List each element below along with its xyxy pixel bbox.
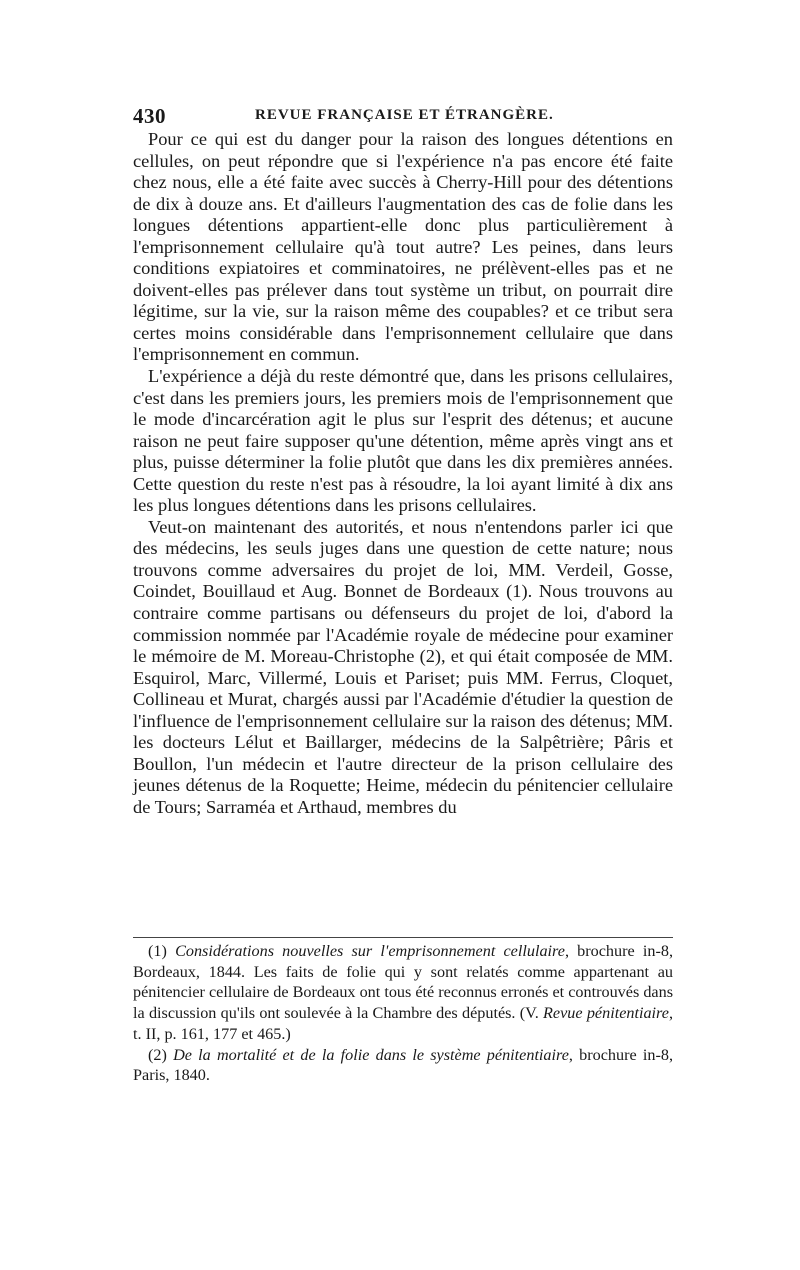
paragraph: Veut-on maintenant des autorités, et nous n'entendons parler ici que des médecins, les seuls juges dans une question de cette nature; nous trouvons comme adversaires du projet de loi, MM. Verdeil, Gosse, Coindet, Bouillaud et Aug. Bonnet de Bordeaux (1). Nous trouvons au contraire comme partisans ou défenseurs du projet de loi, d'abord la commission nommée par l'Académie royale de médecine pour examiner le mémoire de M. Moreau-Christophe (2), et qui était composée de MM. Esquirol, Marc, Villermé, Louis et Pariset; puis MM. Ferrus, Cloquet, Collineau et Murat, chargés aussi par l'Académie d'étudier la question de l'influence de l'emprisonnement cellulaire sur la raison des détenus; MM. les docteurs Lélut et Baillarger, médecins de la Salpêtrière; Pâris et Boullon, l'un médecin et l'autre directeur de la prison cellulaire des jeunes détenus de la Roquette; Heime, médecin du pénitencier cellulaire de Tours; Sarraméa et Arthaud, membres du — [133, 516, 673, 817]
page-header — [133, 104, 673, 130]
footnote-marker: (1) — [148, 942, 167, 960]
footnote-title: Considérations nouvelles sur l'emprisonnement cellulaire — [175, 942, 565, 960]
running-title: REVUE FRANÇAISE ET ÉTRANGÈRE. — [255, 107, 554, 123]
footnote-2 — [133, 1045, 673, 1086]
paragraph: Pour ce qui est du danger pour la raison des longues détentions en cellules, on peut répondre que si l'expérience n'a pas encore été faite chez nous, elle a été faite avec succès à Cherry-Hill pour des détentions de dix à douze ans. Et d'ailleurs l'augmentation des cas de folie dans les longues détentions appartient-elle donc plus particulièrement à l'emprisonnement cellulaire qu'à tout autre? Les peines, dans leurs conditions expiatoires et comminatoires, ne prélèvent-elles pas et ne doivent-elles pas prélever dans tout système un tribut, on pourrait dire légitime, sur la vie, sur la raison même des coupables? et ce tribut sera certes moins considérable dans l'emprisonnement cellulaire que dans l'emprisonnement en commun. — [133, 129, 673, 365]
footnotes — [133, 941, 673, 1086]
paragraph: L'expérience a déjà du reste démontré que, dans les prisons cellulaires, c'est dans les premiers jours, les premiers mois de l'emprisonnement que le mode d'incarcération agit le plus sur l'esprit des détenus; et aucune raison ne peut faire supposer qu'une détention, même après vingt ans et plus, puisse déterminer la folie plutôt que dans les dix premières années. Cette question du reste n'est pas à résoudre, la loi ayant limité à dix ans les plus longues détentions dans les prisons cellulaires. — [133, 366, 673, 516]
footnote-marker: (2) — [148, 1045, 167, 1064]
footnote-text: , t. II, p. 161, 177 et 465.) — [133, 1004, 673, 1043]
footnote-title: Revue pénitentiaire — [543, 1004, 669, 1023]
footnote-text: , brochure in-8, Bordeaux, 1844. Les faits de folie qui y sont relatés comme appartenant au pénitencier cellulaire de Bordeaux ont tous été reconnus erronés et controuvés dans la discussion qu'ils ont soulevée à la Chambre des députés. (V. — [133, 942, 673, 1023]
footnote-title: De la mortalité et de la folie dans le système pénitentiaire — [173, 1045, 569, 1064]
footnote-1 — [133, 941, 673, 1045]
page-number: 430 — [133, 104, 166, 128]
body-text — [133, 129, 673, 819]
footnote-text: , brochure in-8, Paris, 1840. — [133, 1045, 674, 1085]
footnote-rule — [133, 937, 673, 938]
